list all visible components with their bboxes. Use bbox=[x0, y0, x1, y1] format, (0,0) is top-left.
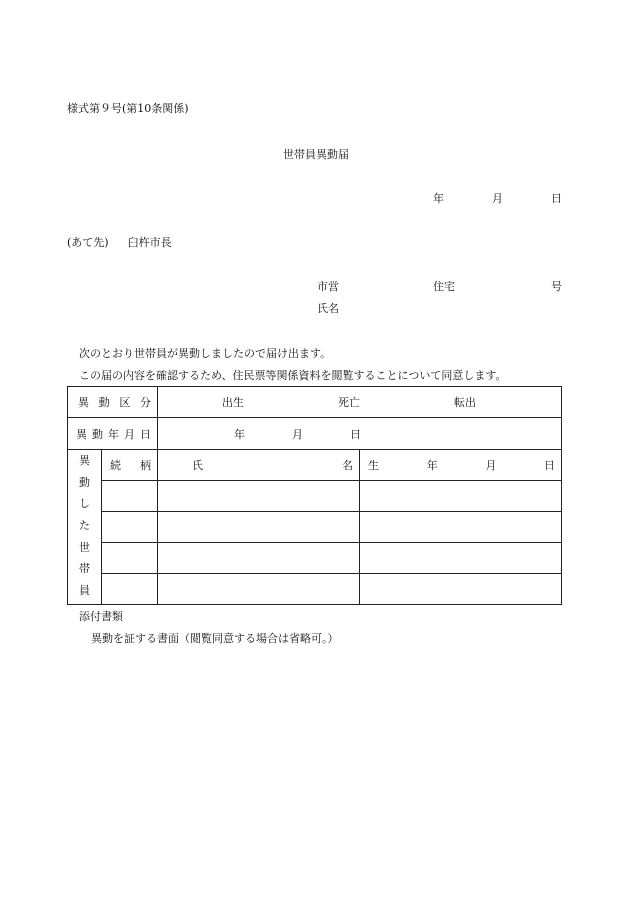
date-year-label: 年 bbox=[433, 192, 444, 205]
birthdate-header: 生 年 月 日 bbox=[360, 450, 562, 481]
option-moveout: 転出 bbox=[454, 396, 476, 409]
relation-cell[interactable] bbox=[102, 512, 158, 543]
number-suffix-label: 号 bbox=[551, 280, 562, 293]
member-row bbox=[68, 543, 562, 574]
name-cell[interactable] bbox=[158, 512, 360, 543]
change-date-label: 異 動 年 月 日 bbox=[68, 418, 158, 450]
change-type-options bbox=[158, 387, 562, 418]
member-row bbox=[68, 512, 562, 543]
change-table bbox=[67, 386, 562, 605]
member-side-label: 異 動 し た 世 帯 員 bbox=[68, 450, 102, 605]
relation-cell[interactable] bbox=[102, 481, 158, 512]
body-line-2: この届の内容を確認するため、住民票等関係資料を閲覧することについて同意します。 bbox=[79, 369, 507, 382]
change-date-field[interactable] bbox=[158, 418, 562, 450]
change-type-label: 異 動 区 分 bbox=[68, 387, 158, 418]
relation-cell[interactable] bbox=[102, 574, 158, 605]
name-header: 氏 名 bbox=[158, 450, 360, 481]
option-death: 死亡 bbox=[338, 396, 360, 409]
relation-header: 続 柄 bbox=[102, 450, 158, 481]
member-row bbox=[68, 574, 562, 605]
body-line-1: 次のとおり世帯員が異動しましたので届け出ます。 bbox=[79, 347, 332, 360]
birthdate-cell[interactable] bbox=[360, 512, 562, 543]
member-header-row bbox=[68, 450, 562, 481]
date-month-label: 月 bbox=[492, 192, 503, 205]
member-row bbox=[68, 481, 562, 512]
date-day-label: 日 bbox=[551, 192, 562, 205]
change-date-year: 年 bbox=[234, 428, 245, 441]
change-type-row bbox=[68, 387, 562, 418]
change-date-day: 日 bbox=[350, 428, 361, 441]
attachments-label: 添付書類 bbox=[79, 610, 123, 623]
relation-cell[interactable] bbox=[102, 543, 158, 574]
change-date-month: 月 bbox=[292, 428, 303, 441]
birthdate-cell[interactable] bbox=[360, 481, 562, 512]
option-birth: 出生 bbox=[222, 396, 244, 409]
name-cell[interactable] bbox=[158, 574, 360, 605]
change-date-row bbox=[68, 418, 562, 450]
name-cell[interactable] bbox=[158, 543, 360, 574]
name-cell[interactable] bbox=[158, 481, 360, 512]
addressee-prefix: (あて先) bbox=[67, 236, 109, 249]
housing-label: 住宅 bbox=[433, 280, 455, 293]
document-title: 世帯員異動届 bbox=[283, 148, 349, 161]
form-number: 様式第９号(第10条関係) bbox=[67, 102, 189, 115]
birthdate-cell[interactable] bbox=[360, 543, 562, 574]
residence-type-label: 市営 bbox=[317, 280, 339, 293]
addressee bbox=[67, 237, 172, 248]
attachments-item: 異動を証する書面（閲覧同意する場合は省略可。） bbox=[91, 632, 339, 645]
applicant-name-label: 氏名 bbox=[317, 302, 339, 315]
addressee-name: 臼杵市長 bbox=[127, 236, 172, 249]
birthdate-cell[interactable] bbox=[360, 574, 562, 605]
